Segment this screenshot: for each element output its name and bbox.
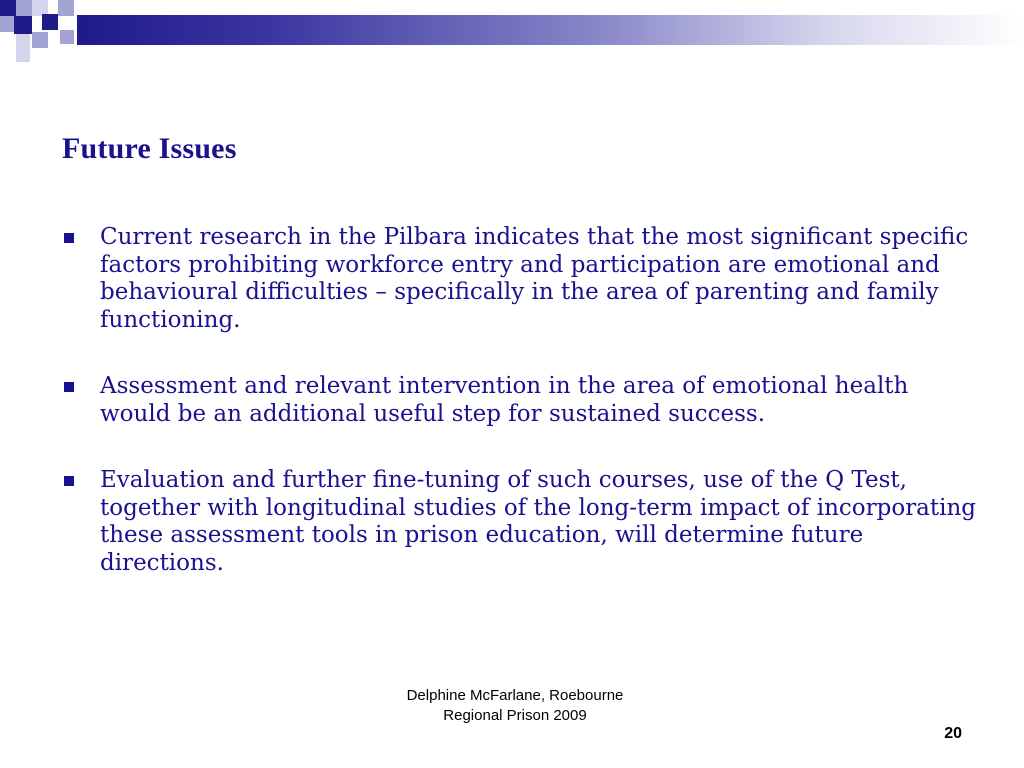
bullet-text: Current research in the Pilbara indicates that the most significant specific factors prohibiting workforce entry and participation are emotional and behavioural difficulties – specifically in the area of parenting and family functioning. — [100, 224, 969, 333]
deco-square — [58, 0, 74, 16]
deco-square — [16, 34, 30, 48]
bullet-list — [62, 224, 982, 616]
bullet-item — [62, 224, 982, 334]
slide-title: Future Issues — [62, 132, 237, 165]
footer-credit-line-1: Delphine McFarlane, Roebourne — [406, 687, 624, 704]
deco-square — [60, 30, 74, 44]
deco-square — [14, 16, 32, 34]
square-bullet-icon — [64, 476, 74, 486]
bullet-item — [62, 373, 982, 428]
square-bullet-icon — [64, 382, 74, 392]
deco-square — [0, 0, 16, 16]
deco-square — [42, 14, 58, 30]
page-number: 20 — [944, 725, 962, 742]
footer-credit-line-2: Regional Prison 2009 — [443, 707, 587, 724]
square-bullet-icon — [64, 233, 74, 243]
deco-square — [16, 48, 30, 62]
deco-square — [16, 0, 32, 16]
header-gradient-bar — [77, 15, 1024, 45]
bullet-text: Assessment and relevant intervention in the area of emotional health would be an additional useful step for sustained success. — [100, 373, 909, 427]
deco-square — [32, 32, 48, 48]
header-decoration-squares — [0, 0, 80, 64]
footer-credit — [330, 686, 700, 726]
bullet-text: Evaluation and further fine-tuning of such courses, use of the Q Test, together with longitudinal studies of the long-term impact of incorporating these assessment tools in prison education, will determine future directions. — [100, 467, 977, 576]
bullet-item — [62, 467, 982, 577]
